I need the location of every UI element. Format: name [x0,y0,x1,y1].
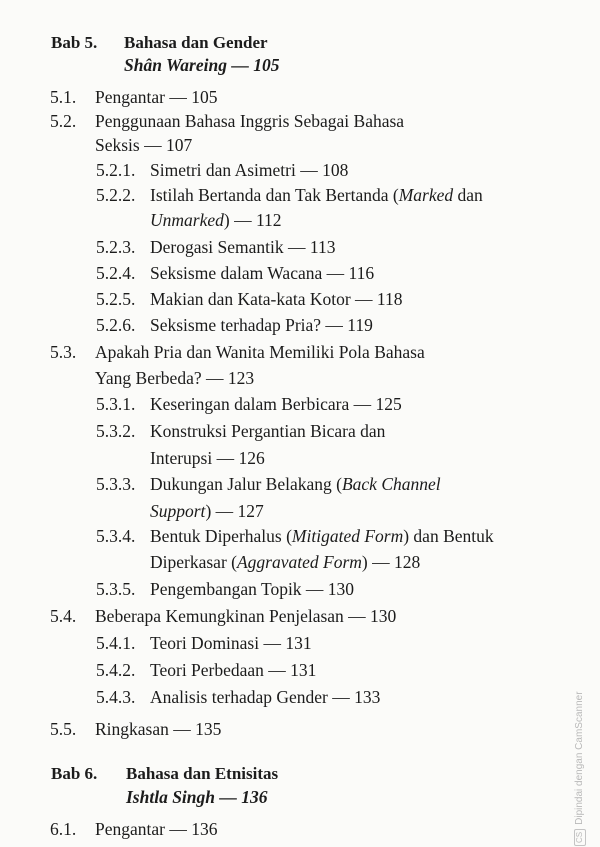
chapter-number: Bab 5. [51,33,98,52]
chapter-title: Bahasa dan Gender [124,33,268,52]
entry-number: 5.2.6. [96,315,136,335]
entry-text-continued: Support) — 127 [150,501,264,521]
entry-number: 5.2.5. [96,289,136,309]
entry-text: Seksisme dalam Wacana — 116 [150,263,375,283]
entry-text: Pengantar — 105 [95,87,218,107]
entry-number: 5.2. [50,111,77,131]
entry-text-continued: Seksis — 107 [95,135,193,155]
entry-text: Keseringan dalam Berbicara — 125 [150,394,402,414]
entry-number: 5.1. [50,87,77,107]
entry-number: 5.3.2. [96,421,136,441]
entry-text: Derogasi Semantik — 113 [150,237,336,257]
entry-text: Istilah Bertanda dan Tak Bertanda (Marked dan [150,185,483,205]
entry-number: 5.3.1. [96,394,136,414]
entry-text: Simetri dan Asimetri — 108 [150,160,349,180]
chapter-title: Bahasa dan Etnisitas [126,764,279,783]
entry-number: 5.2.2. [96,185,136,205]
entry-text-continued: Interupsi — 126 [150,448,265,468]
chapter-author: Shân Wareing [124,55,227,75]
entry-number: 5.3.3. [96,474,136,494]
entry-text: Analisis terhadap Gender — 133 [150,687,381,707]
entry-text: Beberapa Kemungkinan Penjelasan — 130 [95,606,397,626]
entry-number: 5.2.3. [96,237,136,257]
entry-number: 5.4.2. [96,660,136,680]
entry-text: Teori Dominasi — 131 [150,633,312,653]
chapter-author-line: Shân Wareing — 105 [124,55,280,75]
entry-number: 5.3.5. [96,579,136,599]
entry-text: Makian dan Kata-kata Kotor — 118 [150,289,403,309]
entry-number: 5.2.1. [96,160,136,180]
entry-number: 5.2.4. [96,263,136,283]
entry-text: Konstruksi Pergantian Bicara dan [150,421,386,441]
entry-number: 5.3.4. [96,526,136,546]
chapter-page: 105 [253,55,280,75]
entry-text: Ringkasan — 135 [95,719,222,739]
entry-text-continued: Unmarked) — 112 [150,210,282,230]
entry-text: Seksisme terhadap Pria? — 119 [150,315,373,335]
chapter-number: Bab 6. [51,764,98,783]
entry-text: Dukungan Jalur Belakang (Back Channel [150,474,441,494]
chapter-page: 136 [241,787,268,807]
entry-number: 5.4.3. [96,687,136,707]
entry-number: 6.1. [50,819,77,839]
camscanner-logo-icon: CS [574,829,586,846]
entry-number: 5.3. [50,342,77,362]
entry-number: 5.5. [50,719,77,739]
entry-text: Teori Perbedaan — 131 [150,660,317,680]
entry-text: Penggunaan Bahasa Inggris Sebagai Bahasa [95,111,405,131]
chapter-author-line: Ishtla Singh — 136 [126,787,268,807]
scanner-watermark-text: Dipindai dengan CamScanner [574,691,585,825]
entry-text: Pengembangan Topik — 130 [150,579,355,599]
entry-text-continued: Diperkasar (Aggravated Form) — 128 [150,552,421,572]
chapter-author: Ishtla Singh [126,787,216,807]
scanner-watermark [574,691,586,846]
entry-number: 5.4.1. [96,633,136,653]
entry-text-continued: Yang Berbeda? — 123 [95,368,255,388]
entry-text: Pengantar — 136 [95,819,218,839]
entry-number: 5.4. [50,606,77,626]
entry-text: Bentuk Diperhalus (Mitigated Form) dan Bentuk [150,526,494,546]
entry-text: Apakah Pria dan Wanita Memiliki Pola Bahasa [95,342,425,362]
